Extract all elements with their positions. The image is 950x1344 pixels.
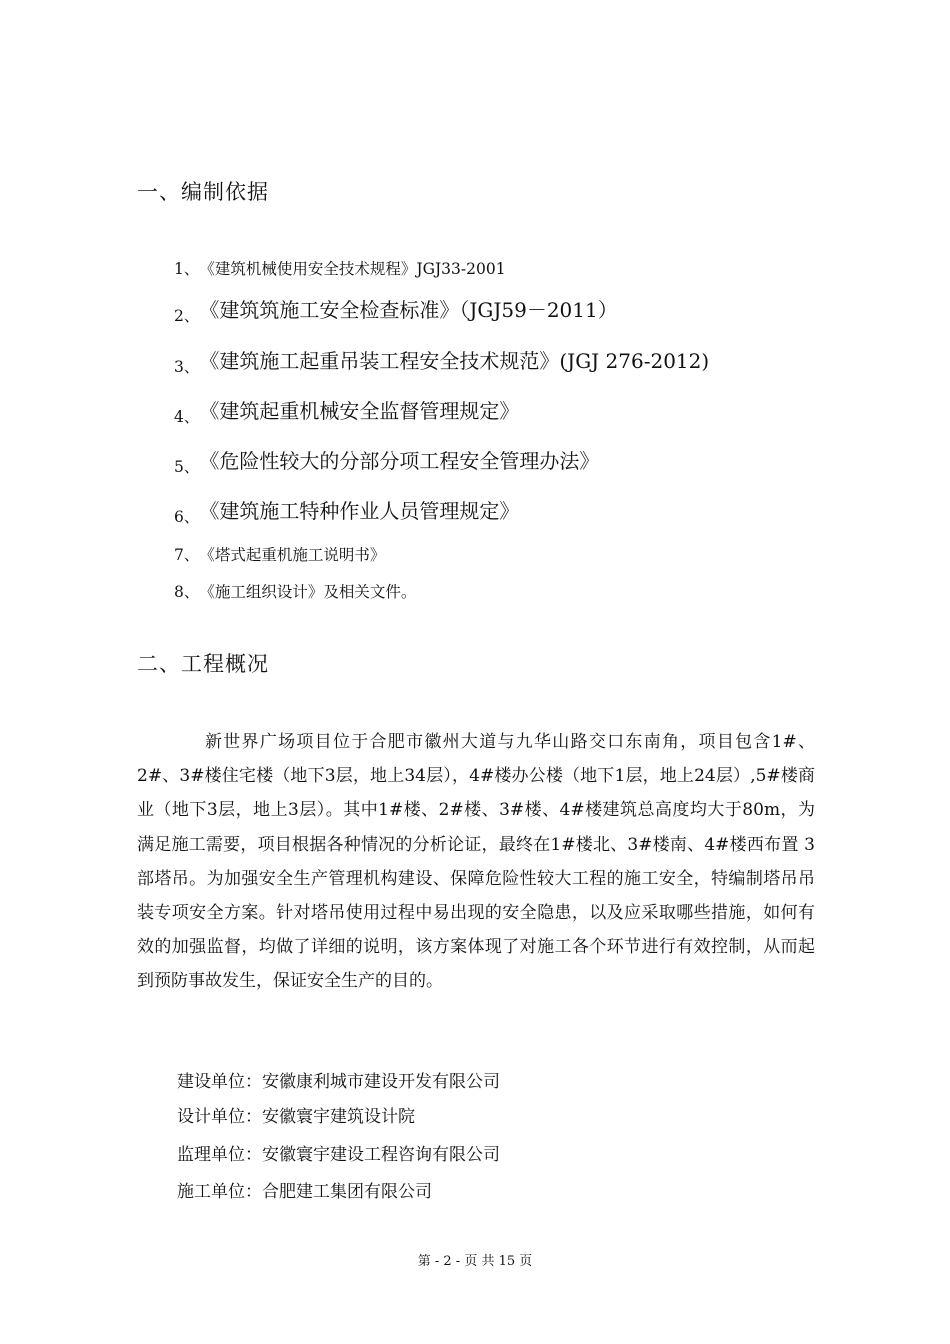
reference-number: 1、 xyxy=(174,260,200,278)
project-overview-paragraph: 新世界广场项目位于合肥市徽州大道与九华山路交口东南角，项目包含1#、2#、3#楼住宅楼（地下3层，地上34层），4#楼办公楼（地下1层，地上24层）,5#楼商业（地下3层，地上3层）。其中1#楼、2#楼、3#楼、4#楼建筑总高度均大于80m，为满足施工需要，项目根据各种情况的分析论证，最终在1#楼北、3#楼南、4#楼西布置 3 部塔吊。为加强安全生产管理机构建设、保障危险性较大工程的施工安全，特编制塔吊吊装专项安全方案。针对塔吊使用过程中易出现的安全隐患，以及应采取哪些措施，如何有效的加强监督，均做了详细的说明，该方案体现了对施工各个环节进行有效控制，从而起到预防事故发生，保证安全生产的目的。 xyxy=(137,732,815,992)
reference-item-3 xyxy=(174,345,709,377)
reference-text: 《建筑筑施工安全检查标准》（JGJ59－2011） xyxy=(199,298,618,322)
reference-number: 8、 xyxy=(174,583,200,601)
reference-text: 《建筑施工起重吊装工程安全技术规范》(JGJ 276-2012) xyxy=(199,349,710,373)
reference-item-8 xyxy=(174,580,416,602)
reference-item-4 xyxy=(174,395,519,427)
construction-unit: 建设单位：安徽康利城市建设开发有限公司 xyxy=(177,1072,500,1092)
section-heading-basis: 一、编制依据 xyxy=(137,180,269,204)
reference-text: 《施工组织设计》及相关文件。 xyxy=(199,583,417,601)
reference-number: 5、 xyxy=(174,458,200,476)
reference-item-2 xyxy=(174,294,618,326)
reference-text: 《危险性较大的分部分项工程安全管理办法》 xyxy=(199,449,600,473)
reference-number: 2、 xyxy=(174,307,200,325)
reference-number: 3、 xyxy=(174,358,200,376)
reference-text: 《塔式起重机施工说明书》 xyxy=(199,546,386,564)
reference-text: 《建筑机械使用安全技术规程》JGJ33-2001 xyxy=(199,260,506,278)
reference-number: 7、 xyxy=(174,546,200,564)
reference-number: 6、 xyxy=(174,508,200,526)
reference-number: 4、 xyxy=(174,408,200,426)
reference-item-1 xyxy=(174,257,506,279)
contractor-unit: 施工单位：合肥建工集团有限公司 xyxy=(177,1182,432,1202)
reference-text: 《建筑起重机械安全监督管理规定》 xyxy=(199,399,520,423)
reference-item-7 xyxy=(174,543,385,565)
section-heading-overview: 二、工程概况 xyxy=(137,652,269,676)
page-number-footer: 第 - 2 - 页 共 15 页 xyxy=(417,1254,533,1269)
design-unit: 设计单位：安徽寰宇建筑设计院 xyxy=(177,1107,415,1127)
reference-text: 《建筑施工特种作业人员管理规定》 xyxy=(199,499,520,523)
reference-item-5 xyxy=(174,445,599,477)
supervision-unit: 监理单位：安徽寰宇建设工程咨询有限公司 xyxy=(177,1145,500,1165)
reference-item-6 xyxy=(174,495,519,527)
